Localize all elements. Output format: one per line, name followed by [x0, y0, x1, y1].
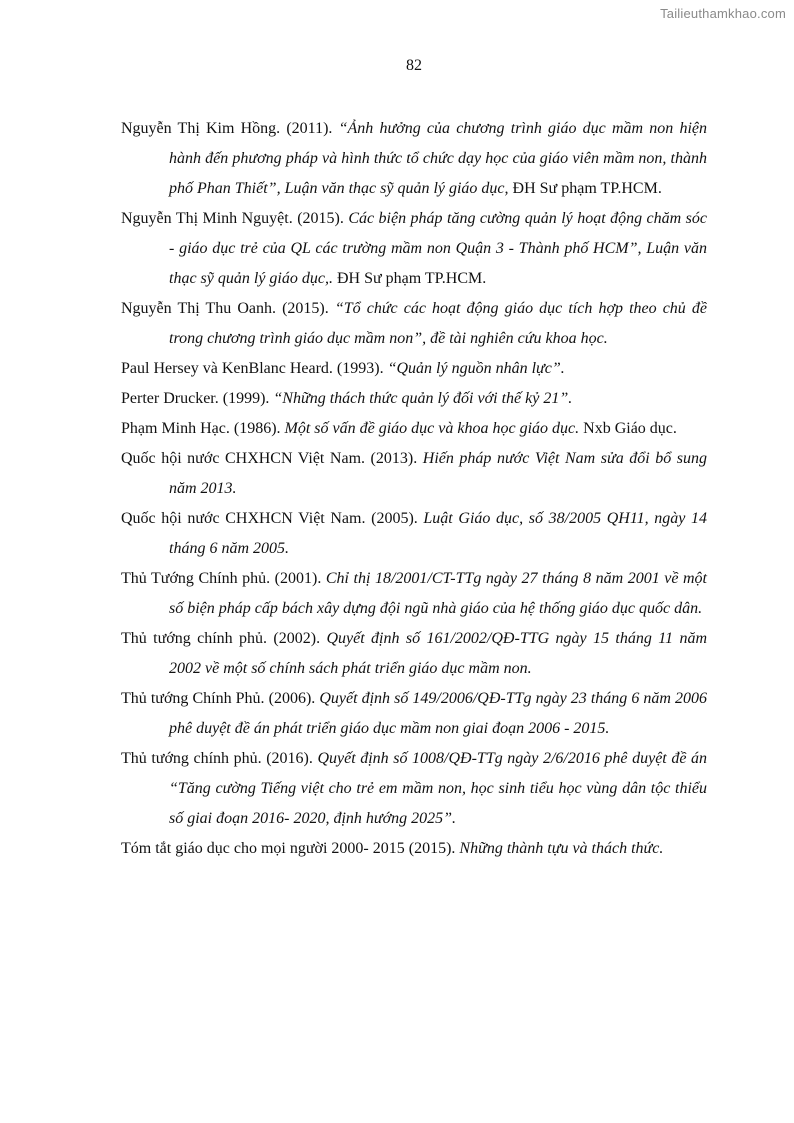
- reference-item: [121, 294, 707, 354]
- reference-title: Quyết định số 149/2006/QĐ-TTg ngày 23 tháng 6 năm 2006 phê duyệt đề án phát triển giáo dục mầm non giai đoạn 2006 - 2015.: [169, 690, 707, 737]
- reference-item: [121, 114, 707, 204]
- reference-title: “Tổ chức các hoạt động giáo dục tích hợp theo chủ đề trong chương trình giáo dục mầm non”, đề tài nghiên cứu khoa học.: [169, 300, 707, 347]
- reference-title: Hiến pháp nước Việt Nam sửa đổi bổ sung năm 2013.: [169, 450, 708, 497]
- reference-title: Chỉ thị 18/2001/CT-TTg ngày 27 tháng 8 năm 2001 về một số biện pháp cấp bách xây dựng đội ngũ nhà giáo của hệ thống giáo dục quốc dân.: [169, 570, 707, 617]
- reference-item: [121, 354, 707, 384]
- reference-author: Quốc hội nước CHXHCN Việt Nam. (2005).: [121, 510, 424, 527]
- reference-title: Những thành tựu và thách thức.: [459, 840, 664, 857]
- reference-author: Thủ tướng chính phủ. (2002).: [121, 630, 327, 647]
- reference-author: Thủ Tướng Chính phủ. (2001).: [121, 570, 326, 587]
- reference-title: “Ảnh hưởng của chương trình giáo dục mầm non hiện hành đến phương pháp và hình thức tổ chức dạy học của giáo viên mầm non, thành phố Phan Thiết”, Luận văn thạc sỹ quản lý giáo dục,: [169, 120, 707, 197]
- reference-item: [121, 834, 707, 864]
- reference-author: Nguyễn Thị Minh Nguyệt. (2015).: [121, 210, 349, 227]
- reference-author: Phạm Minh Hạc. (1986).: [121, 420, 285, 437]
- reference-item: [121, 504, 707, 564]
- reference-author: Nguyễn Thị Kim Hồng. (2011).: [121, 120, 339, 137]
- reference-author: Quốc hội nước CHXHCN Việt Nam. (2013).: [121, 450, 423, 467]
- reference-tail: Nxb Giáo dục.: [579, 420, 677, 437]
- reference-item: [121, 624, 707, 684]
- reference-author: Thủ tướng chính phủ. (2016).: [121, 750, 318, 767]
- reference-title: Quyết định số 161/2002/QĐ-TTG ngày 15 tháng 11 năm 2002 về một số chính sách phát triển giáo dục mầm non.: [169, 630, 707, 677]
- reference-item: [121, 414, 707, 444]
- reference-list: [121, 114, 707, 864]
- page-number: 82: [406, 57, 422, 74]
- reference-author: Tóm tắt giáo dục cho mọi người 2000- 2015 (2015).: [121, 840, 460, 857]
- watermark-text: Tailieuthamkhao.com: [660, 6, 786, 21]
- reference-title: Quyết định số 1008/QĐ-TTg ngày 2/6/2016 phê duyệt đề án “Tăng cường Tiếng việt cho trẻ em mầm non, học sinh tiểu học vùng dân tộc thiểu số giai đoạn 2016- 2020, định hướng 2025”.: [169, 750, 707, 827]
- reference-title: “Quản lý nguồn nhân lực”.: [387, 360, 565, 377]
- reference-author: Perter Drucker. (1999).: [121, 390, 274, 407]
- reference-title: Luật Giáo dục, số 38/2005 QH11, ngày 14 tháng 6 năm 2005.: [169, 510, 708, 557]
- reference-item: [121, 684, 707, 744]
- reference-author: Nguyễn Thị Thu Oanh. (2015).: [121, 300, 335, 317]
- reference-item: [121, 204, 707, 294]
- reference-author: Paul Hersey và KenBlanc Heard. (1993).: [121, 360, 388, 377]
- reference-title: Các biện pháp tăng cường quản lý hoạt động chăm sóc - giáo dục trẻ của QL các trường mầm non Quận 3 - Thành phố HCM”, Luận văn thạc sỹ quản lý giáo dục,.: [169, 210, 708, 287]
- reference-tail: ĐH Sư phạm TP.HCM.: [332, 270, 487, 287]
- reference-item: [121, 564, 707, 624]
- reference-item: [121, 384, 707, 414]
- reference-item: [121, 444, 707, 504]
- reference-item: [121, 744, 707, 834]
- reference-tail: ĐH Sư phạm TP.HCM.: [508, 180, 662, 197]
- reference-author: Thủ tướng Chính Phủ. (2006).: [121, 690, 320, 707]
- reference-title: Một số vấn đề giáo dục và khoa học giáo dục.: [284, 420, 580, 437]
- reference-title: “Những thách thức quản lý đối với thế kỷ 21”.: [273, 390, 573, 407]
